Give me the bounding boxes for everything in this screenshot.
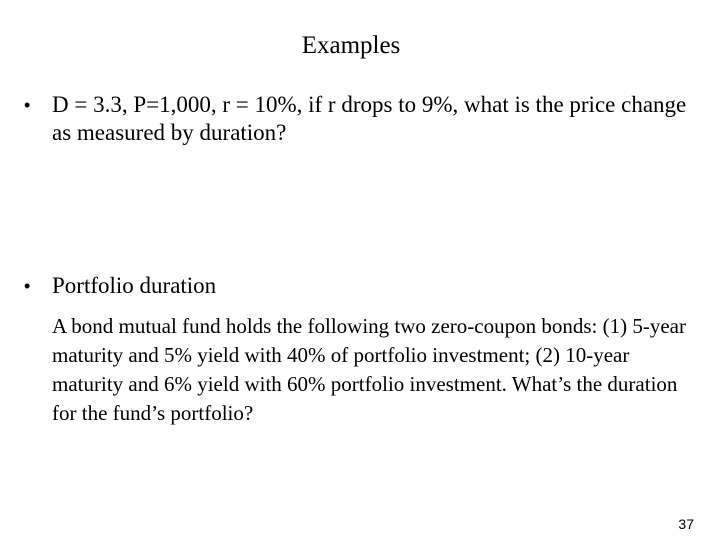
page-number: 37	[678, 516, 694, 532]
bullet-item-portfolio-duration	[24, 272, 704, 300]
bullet-item-price-change	[24, 91, 704, 147]
bullet-text: D = 3.3, P=1,000, r = 10%, if r drops to 9%, what is the price change as measured by duration?	[52, 92, 687, 145]
bullet-text: Portfolio duration	[52, 273, 217, 298]
bullet-subtext: A bond mutual fund holds the following two zero-coupon bonds: (1) 5-year maturity and 5% yield with 40% of portfolio investment; (2) 10-year maturity and 6% yield with 60% portfolio investment. What’s the duration for the fund’s portfolio?	[52, 314, 686, 425]
bullet-marker: •	[24, 95, 31, 115]
bullet-marker: •	[24, 276, 31, 296]
slide-title: Examples	[301, 32, 401, 59]
